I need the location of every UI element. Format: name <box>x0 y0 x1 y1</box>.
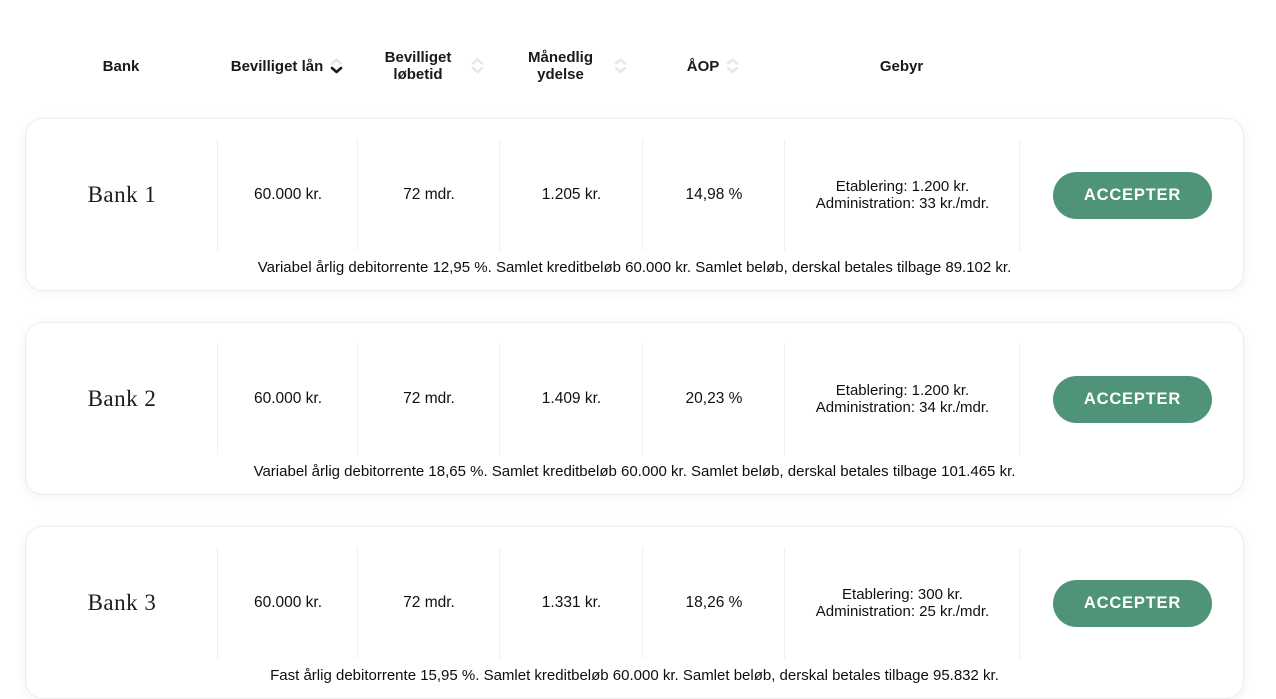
fee-etablering: Etablering: 300 kr. <box>842 586 963 603</box>
bank-logo: Bank 2 <box>87 386 157 411</box>
aop-cell: 18,26 % <box>643 527 785 659</box>
column-header-aop[interactable] <box>642 44 784 88</box>
bank-cell <box>26 527 218 659</box>
offer-row <box>26 527 1243 659</box>
fee-etablering: Etablering: 1.200 kr. <box>835 382 970 399</box>
column-header-bank <box>25 44 217 88</box>
offer-footnote: Variabel årlig debitorrente 18,65 %. Samlet kreditbeløb 60.000 kr. Samlet beløb, derskal betales tilbage 101.465 kr. <box>253 463 1016 480</box>
loan-offer-list <box>25 118 1244 699</box>
sort-icon <box>471 58 484 74</box>
loan-amount-cell: 60.000 kr. <box>218 119 358 251</box>
loan-offer-card <box>25 322 1244 495</box>
offer-footnote: Fast årlig debitorrente 15,95 %. Samlet kreditbeløb 60.000 kr. Samlet beløb, derskal betales tilbage 95.832 kr. <box>270 667 999 684</box>
bank-cell <box>26 323 218 455</box>
action-cell <box>1020 527 1244 659</box>
sort-icon <box>614 58 627 74</box>
column-header-label: Bank <box>102 57 140 75</box>
monthly-payment-cell: 1.331 kr. <box>500 527 643 659</box>
accept-button[interactable]: ACCEPTER <box>1053 172 1212 219</box>
column-header-label: Gebyr <box>879 57 924 75</box>
loan-amount-cell: 60.000 kr. <box>218 323 358 455</box>
column-header-maanedlig-ydelse[interactable] <box>499 44 642 88</box>
loan-table-header <box>25 0 1244 88</box>
loan-amount-cell: 60.000 kr. <box>218 527 358 659</box>
column-header-label: Bevilliget lån <box>230 57 324 75</box>
fee-administration: Administration: 25 kr./mdr. <box>815 603 990 620</box>
term-cell: 72 mdr. <box>358 119 500 251</box>
loan-offer-card <box>25 118 1244 291</box>
offer-row <box>26 119 1243 251</box>
fee-administration: Administration: 33 kr./mdr. <box>815 195 990 212</box>
fee-cell <box>785 119 1020 251</box>
action-cell <box>1020 323 1244 455</box>
fee-cell <box>785 323 1020 455</box>
aop-cell: 20,23 % <box>643 323 785 455</box>
bank-logo: Bank 3 <box>87 590 157 615</box>
term-cell: 72 mdr. <box>358 323 500 455</box>
loan-offer-card <box>25 526 1244 699</box>
sort-desc-icon <box>330 58 343 74</box>
action-cell <box>1020 119 1244 251</box>
bank-cell <box>26 119 218 251</box>
column-header-gebyr <box>784 44 1019 88</box>
monthly-payment-cell: 1.205 kr. <box>500 119 643 251</box>
bank-logo: Bank 1 <box>87 182 157 207</box>
sort-icon <box>726 58 739 74</box>
column-header-bevilliget-loebetid[interactable] <box>357 44 499 88</box>
fee-cell <box>785 527 1020 659</box>
accept-button[interactable]: ACCEPTER <box>1053 580 1212 627</box>
fee-etablering: Etablering: 1.200 kr. <box>835 178 970 195</box>
column-header-label: Bevilliget løbetid <box>384 49 452 83</box>
monthly-payment-cell: 1.409 kr. <box>500 323 643 455</box>
term-cell: 72 mdr. <box>358 527 500 659</box>
fee-administration: Administration: 34 kr./mdr. <box>815 399 990 416</box>
column-header-bevilliget-laan[interactable] <box>217 44 357 88</box>
offer-row <box>26 323 1243 455</box>
accept-button[interactable]: ACCEPTER <box>1053 376 1212 423</box>
offer-footnote: Variabel årlig debitorrente 12,95 %. Samlet kreditbeløb 60.000 kr. Samlet beløb, derskal betales tilbage 89.102 kr. <box>257 259 1012 276</box>
column-header-label: ÅOP <box>686 57 720 75</box>
aop-cell: 14,98 % <box>643 119 785 251</box>
column-header-label: Månedlig ydelse <box>527 49 593 83</box>
